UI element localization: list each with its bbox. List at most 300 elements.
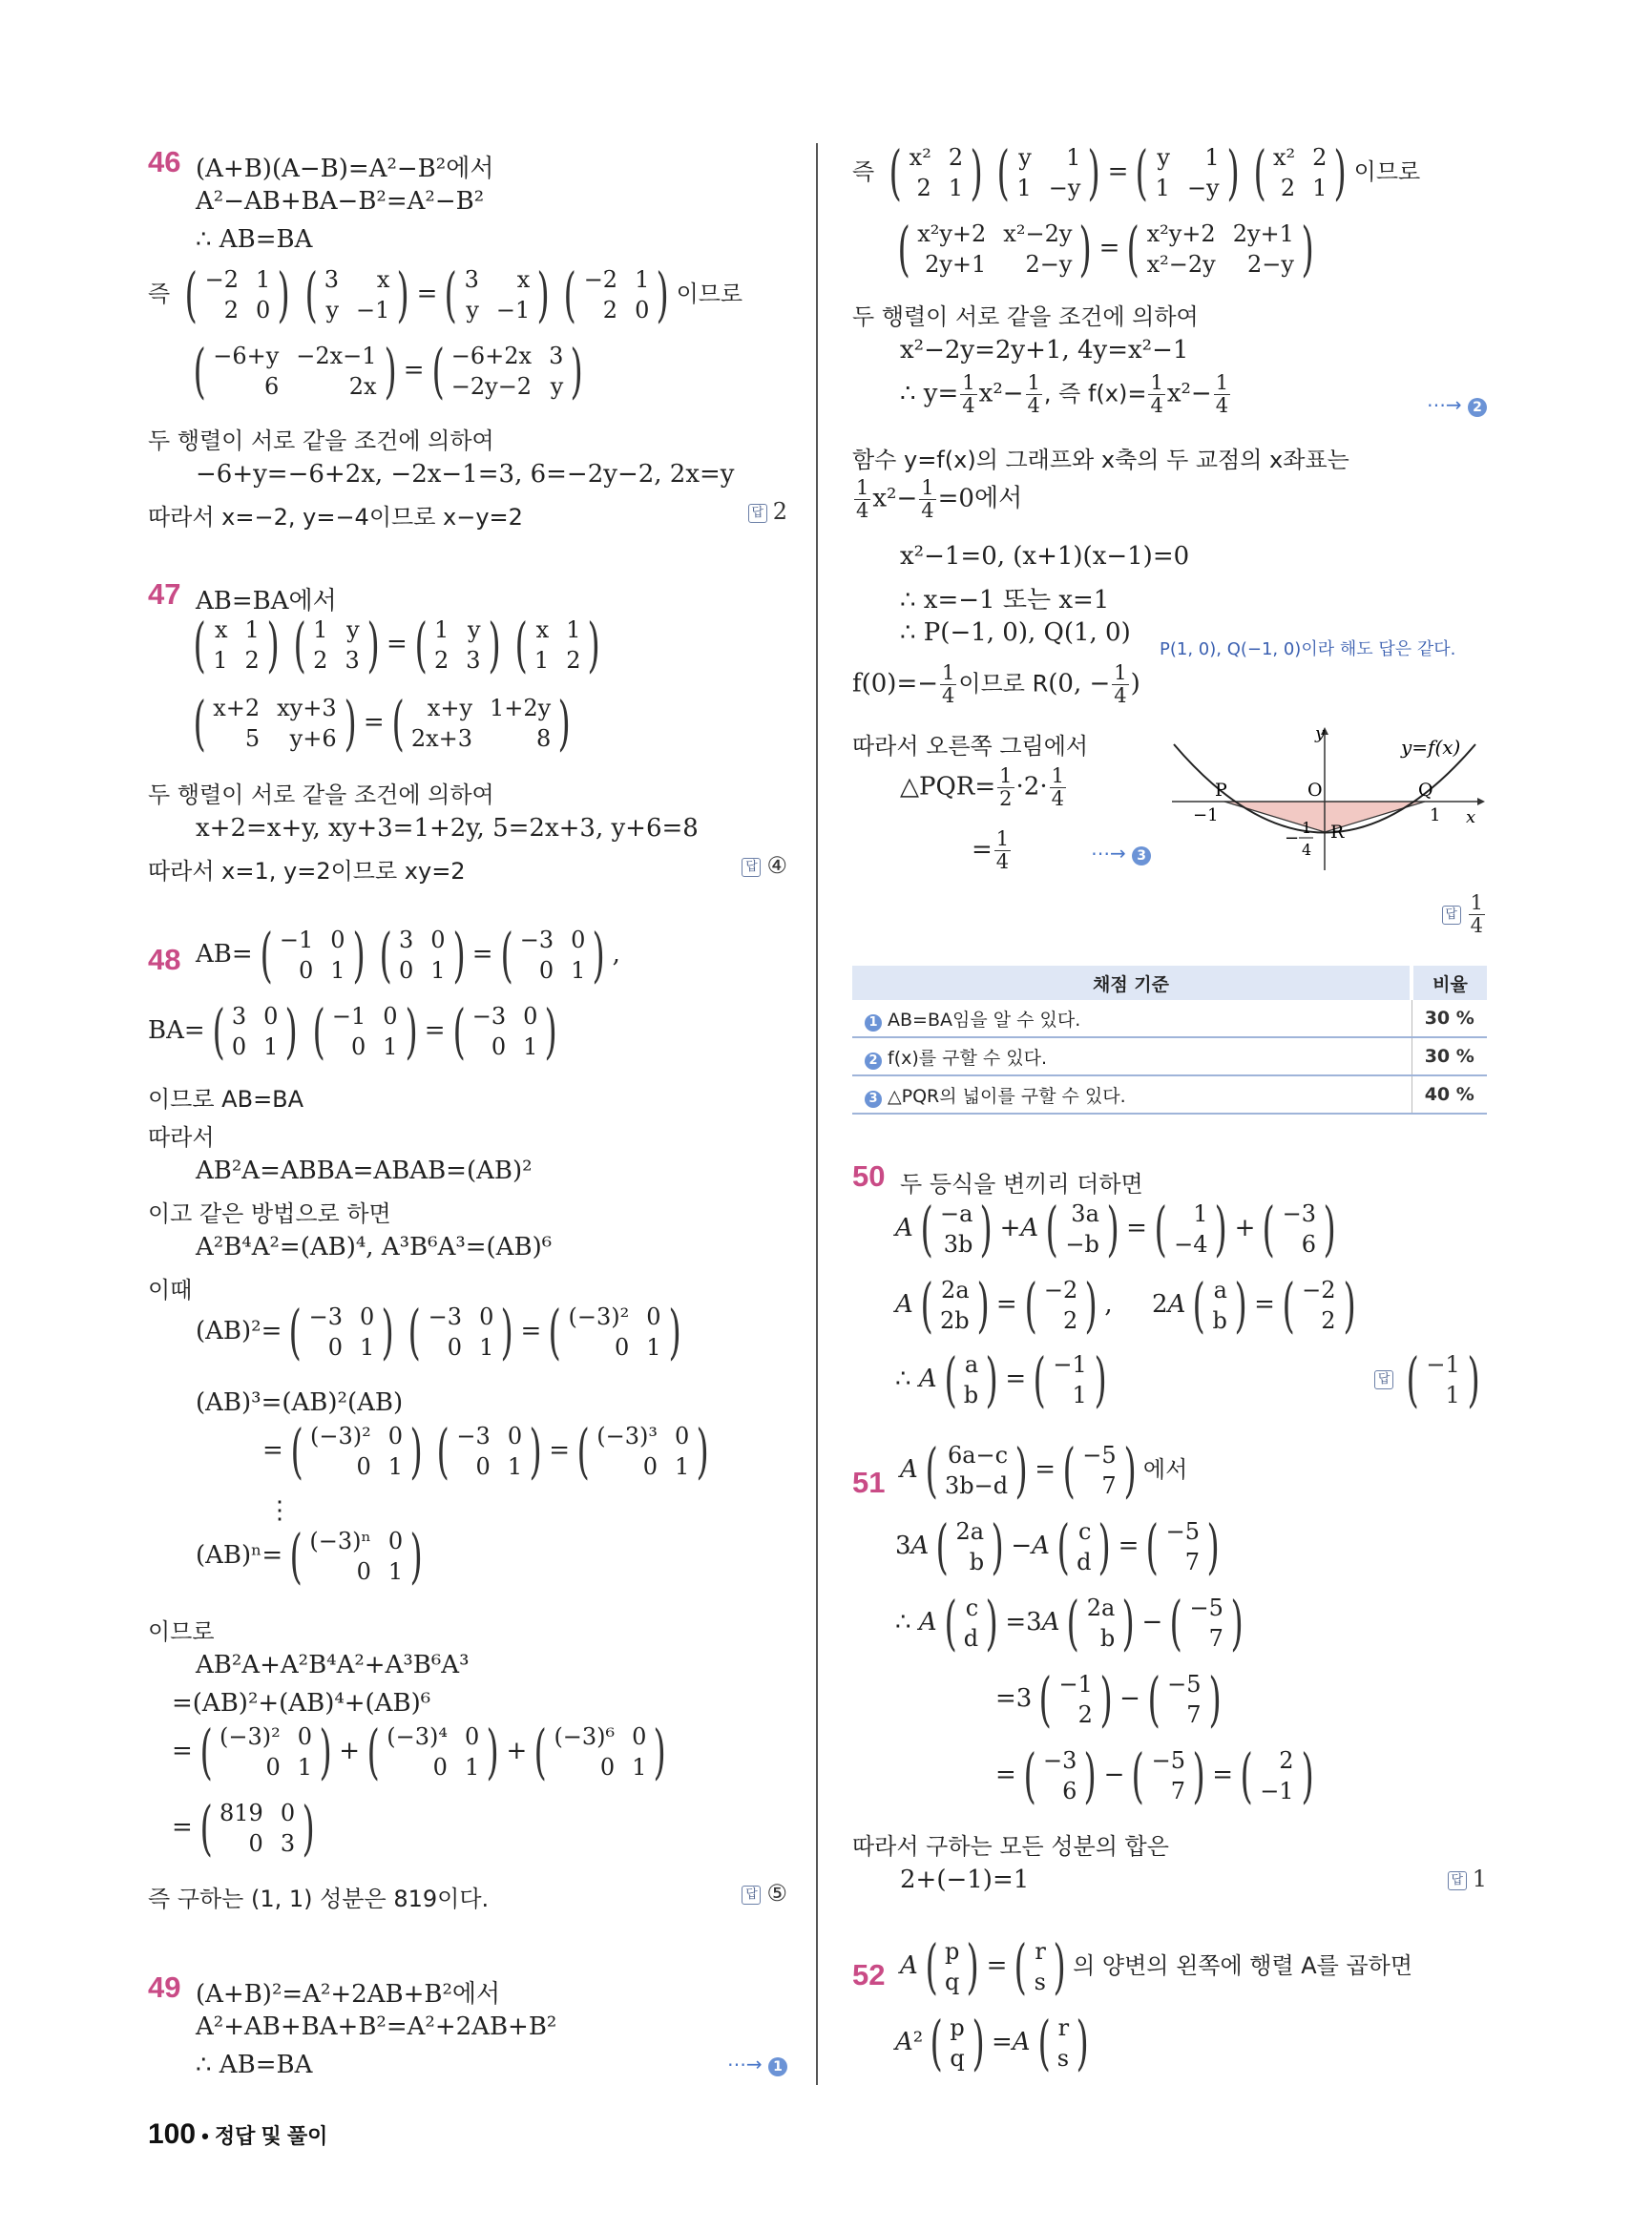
matrix-cell: 0 xyxy=(327,1334,343,1361)
numerator: 1 xyxy=(1470,891,1483,914)
numerator: 1 xyxy=(856,476,869,499)
matrix: ( y 1 1 −y ) xyxy=(1135,137,1240,207)
matrix-cell: p xyxy=(944,1938,960,1965)
matrix-cell: 2 xyxy=(223,297,240,323)
matrix-cell: x²−2y xyxy=(1003,220,1073,247)
matrix: ( 1 y 2 3 ) xyxy=(414,610,501,679)
matrix-cell: 1 xyxy=(1445,1382,1460,1408)
matrix-cell: 1+2y xyxy=(490,695,552,721)
matrix: ( −3 0 0 1 ) xyxy=(499,920,606,990)
matrix: ( −6+2x 3 −2y−2 y ) xyxy=(430,336,584,406)
page-footer xyxy=(148,2118,327,2151)
answer-value: 1 xyxy=(1472,1866,1487,1892)
answer-icon: 답 xyxy=(1374,1370,1393,1389)
text-line: 즉 구하는 (1, 1) 성분은 819이다. xyxy=(148,1886,490,1912)
matrix-cell: −5 xyxy=(1165,1518,1201,1545)
rate-cell: 30 % xyxy=(1412,1037,1487,1075)
matrix-cell: 7 xyxy=(1184,1549,1201,1575)
fraction xyxy=(940,662,956,707)
text-label: ∴ y= xyxy=(900,379,959,408)
text-line: AB²A=ABBA=ABAB=(AB)² xyxy=(196,1157,533,1185)
matrix-cell: y+6 xyxy=(289,725,337,752)
matrix: ( (−3)ⁿ 0 0 1 ) xyxy=(289,1521,423,1591)
answer xyxy=(742,852,787,879)
matrix-cell: x xyxy=(214,616,228,643)
matrix-equation: = ( 819 0 0 3 ) xyxy=(172,1799,322,1858)
matrix-cell: 6 xyxy=(1301,1231,1317,1258)
matrix-equation: ( x+2 xy+3 5 y+6 ) = ( x+y 1+2y 2x+3 8 ) xyxy=(186,694,577,753)
matrix-cell: 1 xyxy=(244,616,260,643)
numerator: 1 xyxy=(942,661,955,684)
matrix-cell: 1 xyxy=(1193,1200,1208,1227)
matrix-cell: 0 xyxy=(632,1723,647,1750)
vector: ( 2a b ) xyxy=(935,1512,1004,1581)
matrix-cell: −1 xyxy=(356,297,390,323)
vector: ( c d ) xyxy=(1056,1512,1112,1581)
text-line: −6+y=−6+2x, −2x−1=3, 6=−2y−2, 2x=y xyxy=(196,460,735,489)
matrix: ( 3 0 0 1 ) xyxy=(379,920,466,990)
matrix-cell: 0 xyxy=(447,1334,463,1361)
matrix-equation: ( x²y+2 x²−2y 2y+1 2−y ) = ( x²y+2 2y+1 x²−2y 2−y ) xyxy=(890,219,1321,279)
matrix-cell: 0 xyxy=(475,1453,491,1480)
matrix-cell: 0 xyxy=(479,1303,494,1330)
answer-vector: ( −1 1 ) xyxy=(1406,1345,1480,1414)
matrix-cell: −1 xyxy=(495,297,531,323)
text-label: (AB)ⁿ= xyxy=(196,1541,283,1570)
numerator: 1 xyxy=(1114,661,1127,684)
matrix: ( −3 0 0 1 ) xyxy=(288,1297,395,1366)
denominator: 4 xyxy=(1051,787,1064,811)
matrix-cell: 1 xyxy=(359,1334,375,1361)
column-divider xyxy=(816,143,818,2085)
matrix-cell: 3b−d xyxy=(944,1472,1009,1499)
matrix-cell: 2y+1 xyxy=(1232,220,1294,247)
matrix-cell: 0 xyxy=(263,1003,279,1030)
problem-number: 47 xyxy=(148,577,181,611)
matrix-cell: 1 xyxy=(533,647,550,674)
answer xyxy=(748,498,787,525)
matrix: ( x² 2 2 1 ) xyxy=(889,137,983,207)
matrix-cell: −b xyxy=(1065,1231,1099,1258)
matrix-equation: 즉 ( −2 1 2 0 ) ( 3 x y −1 ) = ( 3 x y −1 ) ( −2 1 2 0 ) 이므로 xyxy=(148,260,743,329)
denominator: 4 xyxy=(1027,394,1040,418)
text-label: ·2· xyxy=(1015,772,1048,802)
text-line: 이고 같은 방법으로 하면 xyxy=(148,1200,391,1227)
denominator: 4 xyxy=(1215,394,1229,418)
vector: ( 2a 2b ) xyxy=(920,1270,990,1340)
matrix-cell: 2 xyxy=(1077,1701,1093,1728)
origin-label: O xyxy=(1307,780,1323,801)
vector: ( −2 2 ) xyxy=(1024,1270,1098,1340)
text-line: (AB)³=(AB)²(AB) xyxy=(196,1388,404,1417)
matrix-cell: −1 xyxy=(1053,1351,1087,1378)
text-label: 의 양변의 왼쪽에 행렬 A를 곱하면 xyxy=(1073,1952,1413,1979)
matrix-cell: c xyxy=(965,1595,979,1621)
vector: ( r s ) xyxy=(1014,1931,1066,2001)
matrix-cell: 0 xyxy=(256,297,271,323)
matrix: ( 3 0 0 1 ) xyxy=(212,996,299,1066)
vertical-ellipsis: ⋮ xyxy=(267,1496,292,1525)
matrix-cell: 2x xyxy=(348,373,377,400)
answer-icon: 답 xyxy=(1448,1871,1467,1890)
step-number-icon: 3 xyxy=(865,1091,882,1108)
criteria-cell xyxy=(852,1000,1412,1037)
numerator: 1 xyxy=(921,476,934,499)
matrix: ( (−3)² 0 0 1 ) xyxy=(199,1717,332,1786)
text-label: 0, − xyxy=(1057,669,1111,698)
denominator: 4 xyxy=(962,394,975,418)
matrix-cell: −5 xyxy=(1189,1595,1223,1621)
fraction xyxy=(994,828,1011,873)
step-marker: ⋯→ 1 xyxy=(727,2053,787,2076)
matrix-cell: −1 xyxy=(1260,1778,1294,1804)
matrix-cell: 7 xyxy=(1101,1472,1117,1499)
text-label: △PQR= xyxy=(900,772,996,802)
matrix-cell: y xyxy=(466,297,479,323)
matrix-cell: 3 xyxy=(466,647,481,674)
matrix: ( x 1 1 2 ) xyxy=(514,610,601,679)
answer xyxy=(742,1880,787,1907)
answer-value: ⑤ xyxy=(766,1880,787,1907)
step-number-icon: 3 xyxy=(1132,846,1151,865)
text-label: 이므로 R xyxy=(958,670,1049,698)
matrix-cell: 0 xyxy=(350,1033,366,1060)
text-label: 즉 xyxy=(852,158,875,185)
matrix-cell: 0 xyxy=(571,927,586,953)
matrix-cell: p xyxy=(950,2014,965,2041)
text-line: AB=BA에서 xyxy=(196,587,337,615)
matrix-cell: −3 xyxy=(308,1303,343,1330)
vector: ( −5 7 ) xyxy=(1169,1588,1244,1658)
matrix-equation: ∴ A ( c d ) =3A ( 2a b ) − ( −5 7 ) xyxy=(895,1594,1250,1653)
matrix-cell: 6 xyxy=(1062,1778,1077,1804)
matrix-cell: −3 xyxy=(1043,1747,1077,1774)
matrix-cell: 819 xyxy=(220,1800,263,1826)
fraction xyxy=(960,372,976,417)
matrix-cell: (−3)² xyxy=(310,1423,371,1449)
matrix-cell: 3 xyxy=(398,927,414,953)
text-label: = xyxy=(972,835,993,865)
matrix-cell: −2 xyxy=(1043,1277,1078,1303)
matrix-equation: 3A ( 2a b ) −A ( c d ) = ( −5 7 ) xyxy=(895,1517,1226,1576)
text-line: 따라서 오른쪽 그림에서 xyxy=(852,733,1089,760)
matrix-equation: (AB)²= ( −3 0 0 1 ) ( −3 0 0 1 ) = ( (−3)² 0 0 1 ) xyxy=(196,1303,688,1362)
text-label: 즉 xyxy=(148,281,171,307)
text-label: 이므로 xyxy=(1353,158,1421,185)
matrix-cell: 0 xyxy=(523,1003,538,1030)
matrix-cell: −y xyxy=(1048,175,1081,201)
answer-value: ④ xyxy=(766,852,787,879)
matrix-cell: 0 xyxy=(265,1754,281,1781)
note: P(1, 0), Q(−1, 0)이라 해도 답은 같다. xyxy=(1160,639,1456,659)
matrix-cell: b xyxy=(1212,1307,1227,1334)
matrix-cell: −2 xyxy=(204,266,240,293)
answer-icon: 답 xyxy=(742,858,761,877)
matrix-cell: 2b xyxy=(939,1307,970,1334)
problem-number: 52 xyxy=(852,1958,886,1991)
matrix-cell: (−3)² xyxy=(568,1303,630,1330)
text-label: x²− xyxy=(1166,379,1212,408)
matrix: ( x² 2 2 1 ) xyxy=(1253,137,1348,207)
matrix-cell: 7 xyxy=(1186,1701,1202,1728)
matrix-cell: 0 xyxy=(356,1453,371,1480)
fraction xyxy=(919,477,935,522)
matrix-cell: x²−2y xyxy=(1146,251,1216,278)
matrix-cell: 0 xyxy=(330,927,345,953)
vector: ( −2 2 ) xyxy=(1282,1270,1356,1340)
vector: ( p q ) xyxy=(930,2008,985,2077)
numerator: 1 xyxy=(1027,371,1040,394)
fraction xyxy=(1148,372,1164,417)
text-line: x²−2y=2y+1, 4y=x²−1 xyxy=(900,336,1189,365)
text-line: 이므로 AB=BA xyxy=(148,1086,304,1113)
problem-number: 50 xyxy=(852,1159,886,1193)
matrix-equation: BA= ( 3 0 0 1 ) ( −1 0 0 1 ) = ( −3 0 0 1 ) xyxy=(148,1002,565,1061)
matrix-cell: y xyxy=(1018,144,1032,171)
matrix-cell: xy+3 xyxy=(277,695,337,721)
matrix: ( (−3)⁶ 0 0 1 ) xyxy=(533,1717,667,1786)
matrix-equation: ( −6+y −2x−1 6 2x ) = ( −6+2x 3 −2y−2 y ) xyxy=(186,342,591,401)
matrix-cell: (−3)ⁿ xyxy=(309,1528,371,1554)
equation xyxy=(972,828,1013,873)
denominator: 4 xyxy=(1470,914,1483,938)
text-line: 이때 xyxy=(148,1277,193,1303)
text-label: =0에서 xyxy=(937,484,1023,513)
matrix-cell: 2 xyxy=(244,647,260,674)
matrix: ( −1 0 0 1 ) xyxy=(260,920,366,990)
matrix-cell: x xyxy=(516,266,531,293)
matrix-cell: −3 xyxy=(456,1423,491,1449)
answer-icon: 답 xyxy=(742,1886,761,1905)
matrix: ( −2 1 2 0 ) xyxy=(184,260,291,329)
matrix-cell: −3 xyxy=(428,1303,463,1330)
matrix-cell: −4 xyxy=(1174,1231,1208,1258)
vector: ( −5 7 ) xyxy=(1062,1435,1137,1505)
text-line: ∴ AB=BA xyxy=(196,2051,313,2079)
vector: ( −3 6 ) xyxy=(1023,1741,1098,1810)
vector: ( 2a b ) xyxy=(1066,1588,1136,1658)
fraction xyxy=(1026,372,1042,417)
matrix-cell: 7 xyxy=(1170,1778,1185,1804)
matrix-cell: 2−y xyxy=(1025,251,1073,278)
vector: ( 6a−c 3b−d ) xyxy=(925,1435,1028,1505)
numerator: 1 xyxy=(962,371,975,394)
text-label: x²− xyxy=(978,379,1024,408)
matrix-equation xyxy=(196,1521,429,1591)
x-axis-label: x xyxy=(1466,807,1476,827)
text-line: x²−1=0, (x+1)(x−1)=0 xyxy=(900,542,1190,571)
matrix-cell: 3 xyxy=(549,343,564,369)
point-r-label: R xyxy=(1330,822,1345,843)
matrix: ( (−3)² 0 0 1 ) xyxy=(548,1297,681,1366)
vector: ( 1 −4 ) xyxy=(1154,1194,1228,1263)
matrix-cell: 2 xyxy=(602,297,618,323)
matrix-cell: 0 xyxy=(398,957,414,984)
text-line: 함수 y=f(x)의 그래프와 x축의 두 교점의 x좌표는 xyxy=(852,447,1349,473)
matrix-cell: 2 xyxy=(1280,175,1296,201)
tick-neg-quarter-minus: − xyxy=(1285,828,1300,848)
matrix-cell: x xyxy=(535,616,550,643)
matrix-cell: 1 xyxy=(1312,175,1328,201)
matrix-cell: −6+y xyxy=(213,343,280,369)
text-label: 이므로 xyxy=(676,281,743,307)
matrix-cell: 0 xyxy=(432,1754,448,1781)
matrix-cell: −2y−2 xyxy=(450,373,533,400)
vector: ( −a 3b ) xyxy=(920,1194,993,1263)
denominator: 4 xyxy=(1114,684,1127,708)
matrix: ( −1 0 0 1 ) xyxy=(312,996,418,1066)
matrix-cell: 2 xyxy=(1312,144,1328,171)
matrix-cell: b xyxy=(1099,1625,1116,1652)
matrix-cell: 1 xyxy=(1155,175,1170,201)
answer-value: 2 xyxy=(772,498,787,525)
matrix: ( −6+y −2x−1 6 2x ) xyxy=(193,336,397,406)
denominator: 4 xyxy=(995,850,1010,874)
fraction xyxy=(1050,765,1066,810)
matrix-cell: x²y+2 xyxy=(917,220,987,247)
fraction xyxy=(854,477,870,522)
matrix-equation: =3 ( −1 2 ) − ( −5 7 ) xyxy=(995,1670,1228,1729)
matrix-cell: −5 xyxy=(1082,1442,1117,1469)
matrix-cell: 1 xyxy=(464,1754,480,1781)
text-line: ∴ P(−1, 0), Q(1, 0) xyxy=(900,618,1131,647)
matrix-cell: 0 xyxy=(642,1453,659,1480)
criteria-cell xyxy=(852,1037,1412,1075)
matrix: ( −3 0 0 1 ) xyxy=(408,1297,514,1366)
equation xyxy=(900,765,1068,810)
matrix-cell: (−3)⁴ xyxy=(387,1723,448,1750)
matrix-cell: 3 xyxy=(464,266,479,293)
text-label: BA= xyxy=(148,1016,205,1045)
matrix-cell: 1 xyxy=(1066,144,1081,171)
matrix-cell: 1 xyxy=(330,957,345,984)
text-line: 따라서 x=−2, y=−4이므로 x−y=2 xyxy=(148,504,523,531)
matrix-cell: 1 xyxy=(313,616,328,643)
point-p-label: P xyxy=(1215,780,1227,801)
matrix-cell: 0 xyxy=(491,1033,507,1060)
matrix-cell: 1 xyxy=(523,1033,538,1060)
matrix-cell: 0 xyxy=(464,1723,480,1750)
function-label: y=f(x) xyxy=(1401,736,1461,759)
vector: ( −1 2 ) xyxy=(1038,1664,1113,1734)
step-number-icon: 1 xyxy=(768,2057,787,2076)
text-line: 두 행렬이 서로 같을 조건에 의하여 xyxy=(852,303,1199,330)
matrix-cell: 1 xyxy=(675,1453,690,1480)
text-line: A²−AB+BA−B²=A²−B² xyxy=(196,187,485,216)
matrix-equation: A² ( p q ) =A ( r s ) xyxy=(895,2013,1096,2073)
matrix-cell: −2 xyxy=(583,266,618,293)
matrix-cell: −a xyxy=(939,1200,973,1227)
matrix-cell: −5 xyxy=(1151,1747,1185,1774)
matrix-cell: 1 xyxy=(566,616,581,643)
text-label: AB= xyxy=(196,940,253,969)
matrix-cell: 2 xyxy=(1321,1307,1336,1334)
matrix-cell: 1 xyxy=(479,1334,494,1361)
matrix-cell: 0 xyxy=(430,927,446,953)
matrix-cell: 1 xyxy=(635,266,650,293)
matrix-cell: s xyxy=(1034,1969,1046,1995)
matrix-cell: 1 xyxy=(433,616,450,643)
matrix-cell: 0 xyxy=(635,297,650,323)
rate-cell: 30 % xyxy=(1412,1000,1487,1037)
matrix-equation: = ( (−3)² 0 0 1 ) ( −3 0 0 1 ) = ( (−3)³ 0 0 1 ) xyxy=(262,1422,717,1481)
matrix-cell: 1 xyxy=(256,266,271,293)
matrix-cell: 2x+3 xyxy=(410,725,472,752)
denominator: 2 xyxy=(999,787,1013,811)
matrix-cell: 2y+1 xyxy=(925,251,987,278)
matrix-cell: −1 xyxy=(331,1003,366,1030)
matrix-cell: x+2 xyxy=(213,695,261,721)
tick-neg-quarter-num: 1 xyxy=(1302,819,1312,837)
matrix-cell: a xyxy=(1213,1277,1227,1303)
footer-label: • 정답 및 풀이 xyxy=(201,2124,328,2148)
matrix-cell: 2a xyxy=(955,1518,985,1545)
matrix-cell: 2 xyxy=(313,647,328,674)
text-label: f(0)=− xyxy=(852,669,939,698)
matrix-equation: 즉 ( x² 2 2 1 ) ( y 1 1 −y ) = ( y 1 1 −y ) ( x² 2 2 1 ) 이므로 xyxy=(852,137,1421,207)
matrix: ( (−3)² 0 0 1 ) xyxy=(290,1416,423,1486)
problem-number: 49 xyxy=(148,1970,181,2004)
matrix-cell: 8 xyxy=(535,725,552,752)
matrix-cell: 0 xyxy=(675,1423,690,1449)
matrix-cell: 0 xyxy=(359,1303,375,1330)
matrix: ( 3 x y −1 ) xyxy=(303,260,410,329)
matrix-equation: A ( 6a−c 3b−d ) = ( −5 7 ) 에서 xyxy=(900,1435,1188,1505)
text-line: A²+AB+BA+B²=A²+2AB+B² xyxy=(196,2012,557,2041)
matrix-cell: 1 xyxy=(507,1453,523,1480)
matrix-cell: 2 xyxy=(1279,1747,1294,1774)
text-line: 따라서 구하는 모든 성분의 합은 xyxy=(852,1833,1169,1860)
matrix-equation: ( x 1 1 2 ) ( 1 y 2 3 ) = ( 1 y 2 3 ) ( x 1 1 2 ) xyxy=(186,615,608,675)
matrix-cell: 1 xyxy=(383,1033,398,1060)
matrix-cell: x² xyxy=(1273,144,1296,171)
matrix-cell: −5 xyxy=(1167,1671,1202,1698)
matrix-equation: = ( (−3)² 0 0 1 ) + ( (−3)⁴ 0 0 1 ) + ( (−3)⁶ 0 0 1 ) xyxy=(172,1722,674,1782)
vector: ( −5 7 ) xyxy=(1131,1741,1205,1810)
matrix: ( −3 0 0 1 ) xyxy=(436,1416,542,1486)
numerator: 1 xyxy=(999,764,1013,787)
matrix-cell: y xyxy=(1157,144,1170,171)
vector: ( −5 7 ) xyxy=(1147,1664,1222,1734)
matrix-cell: 7 xyxy=(1208,1625,1223,1652)
matrix-cell: s xyxy=(1056,2045,1070,2072)
matrix-cell: −1 xyxy=(1058,1671,1093,1698)
matrix-cell: 2−y xyxy=(1246,251,1294,278)
matrix-cell: r xyxy=(1035,1938,1046,1965)
numerator: 1 xyxy=(995,827,1010,850)
matrix-equation: A ( −a 3b ) +A ( 3a −b ) = ( 1 −4 ) + ( −3 6 ) xyxy=(895,1199,1343,1259)
denominator: 4 xyxy=(856,499,869,523)
text-line: 따라서 x=1, y=2이므로 xy=2 xyxy=(148,858,466,885)
matrix-cell: 2 xyxy=(948,144,964,171)
step-number-icon: 2 xyxy=(1468,398,1487,417)
matrix-cell: (−3)² xyxy=(220,1723,281,1750)
matrix-cell: 1 xyxy=(387,1453,404,1480)
matrix-cell: x+y xyxy=(427,695,472,721)
matrix-cell: −1 xyxy=(279,927,314,953)
text-line: ∴ AB=BA xyxy=(196,225,313,254)
matrix-cell: 1 xyxy=(1016,175,1032,201)
tick-neg1: −1 xyxy=(1193,805,1219,825)
matrix-equation: = ( −3 6 ) − ( −5 7 ) = ( 2 −1 ) xyxy=(995,1746,1321,1805)
matrix-cell: 1 xyxy=(430,957,446,984)
text-line: 두 등식을 변끼리 더하면 xyxy=(900,1171,1143,1198)
matrix-cell: 0 xyxy=(383,1003,398,1030)
matrix-equation: AB= ( −1 0 0 1 ) ( 3 0 0 1 ) = ( −3 0 0 1 ) , xyxy=(196,920,620,990)
text-line: (A+B)(A−B)=A²−B²에서 xyxy=(196,155,494,183)
matrix-cell: 2a xyxy=(941,1277,970,1303)
matrix: ( x²y+2 x²−2y 2y+1 2−y ) xyxy=(897,214,1093,283)
